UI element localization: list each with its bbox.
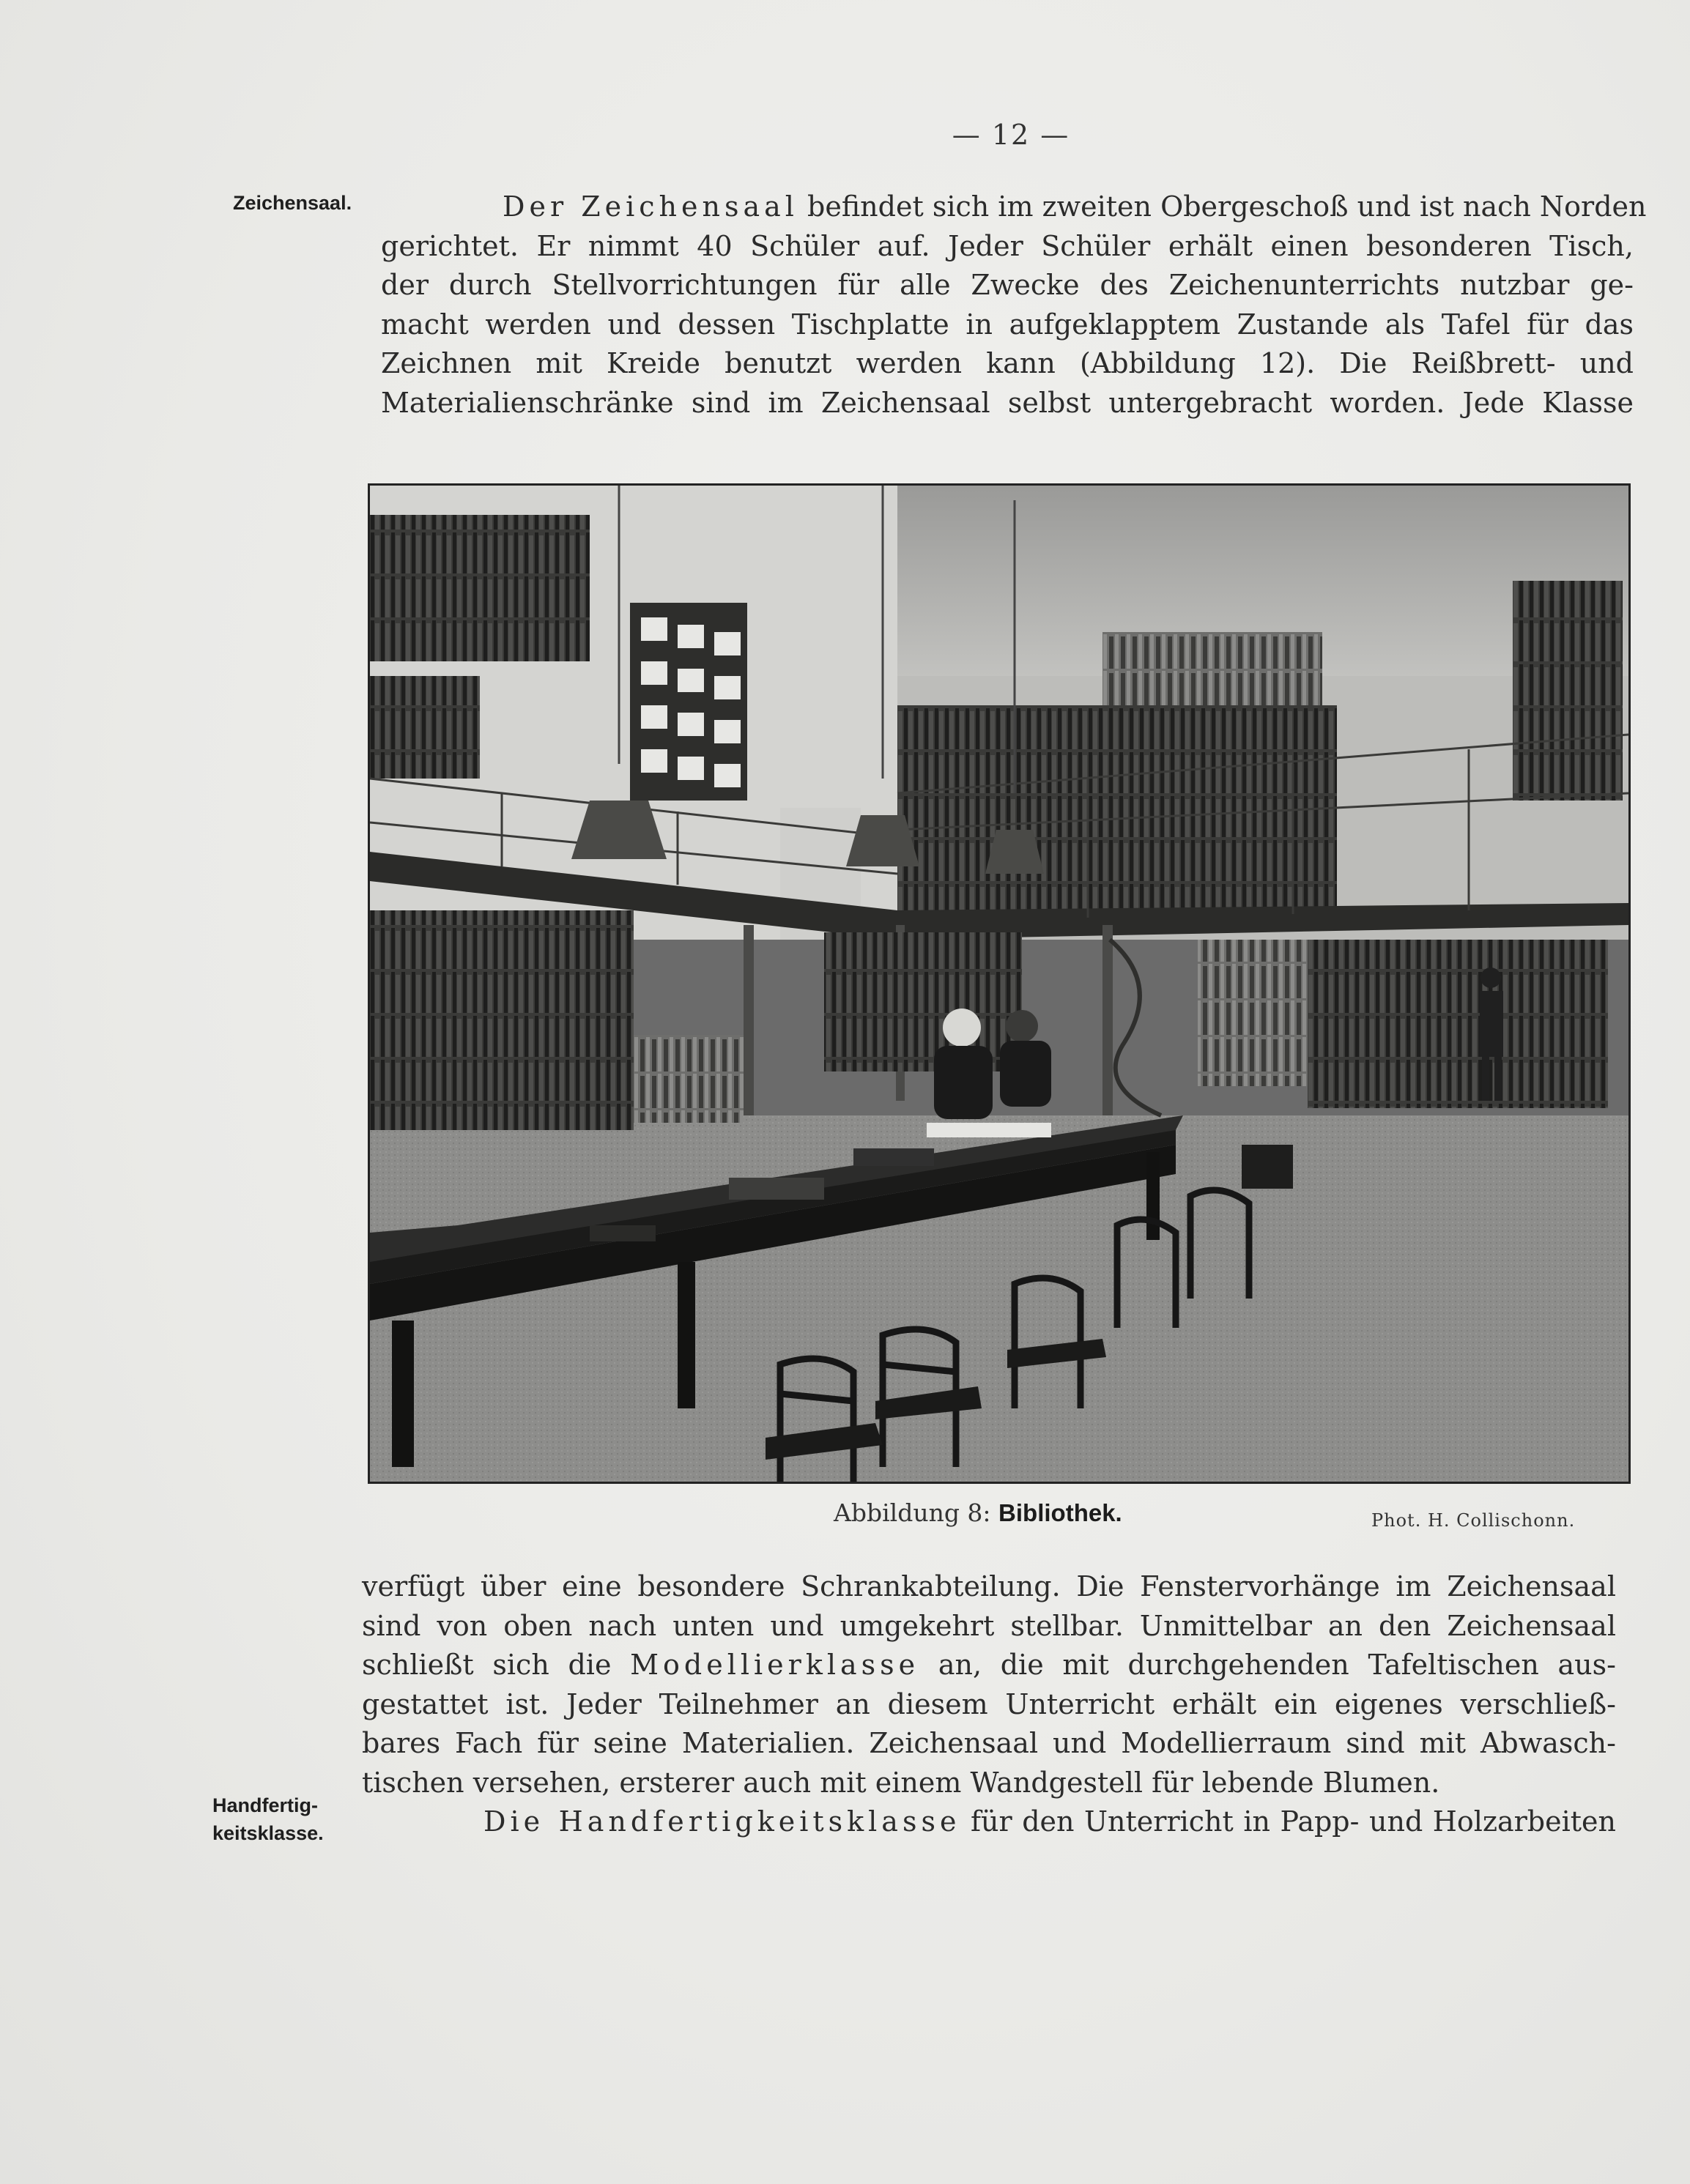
text-span: befindet sich im zweiten Obergeschoß und ist nach Norden [798,190,1647,223]
paragraph-top [381,187,1647,423]
library-photo-illustration [370,486,1628,1482]
spaced-term: Die Handfertigkeitsklasse [483,1805,961,1838]
text-line: tischen versehen, ersterer auch mit einem Wandgestell für lebende Blumen. [362,1766,1440,1799]
text-span: an, die mit durchgehenden Tafeltischen aus- [919,1649,1616,1681]
caption-prefix: Abbildung 8: [834,1498,999,1527]
page-number: — 12 — [952,119,1070,151]
figure-caption [834,1498,1122,1527]
text-line: Zeichnen mit Kreide benutzt werden kann (Abbildung 12). Die Reißbrett- und [381,347,1634,379]
text-line: macht werden und dessen Tischplatte in aufgeklapptem Zustande als Tafel für das [381,308,1634,341]
text-span: für den Unterricht in Papp- und Holzarbeiten [960,1805,1616,1838]
margin-note-line: Handfertig- [212,1794,318,1816]
margin-note-zeichensaal: Zeichensaal. [233,192,352,214]
photo-credit: Phot. H. Collischonn. [1371,1510,1576,1531]
text-line: verfügt über eine besondere Schrankabteilung. Die Fenstervorhänge im Zeichensaal [362,1570,1616,1602]
margin-note-line: keitsklasse. [212,1822,324,1844]
text-line: gestattet ist. Jeder Teilnehmer an diesem Unterricht erhält ein eigenes verschließ- [362,1687,1616,1720]
paragraph-bottom [362,1567,1616,1842]
text-line [381,187,1647,227]
text-line: der durch Stellvorrichtungen für alle Zwecke des Zeichenunterrichts nutzbar ge- [381,269,1634,301]
text-span: schließt sich die [362,1649,631,1681]
spaced-term: Der Zeichensaal [503,190,798,223]
margin-note-handfertigkeitsklasse [212,1791,359,1847]
text-line: sind von oben nach unten und umgekehrt stellbar. Unmittelbar an den Zeichensaal [362,1609,1616,1642]
text-line: gerichtet. Er nimmt 40 Schüler auf. Jeder Schüler erhält einen besonderen Tisch, [381,229,1634,262]
spaced-term: Modellierklasse [630,1649,920,1681]
text-line: bares Fach für seine Materialien. Zeichensaal und Modellierraum sind mit Abwasch- [362,1727,1616,1759]
text-line [362,1646,1616,1685]
caption-title: Bibliothek. [998,1499,1122,1526]
text-line: Materialienschränke sind im Zeichensaal selbst untergebracht worden. Jede Klasse [381,386,1634,419]
text-line [362,1802,1616,1842]
library-photograph [368,483,1631,1484]
